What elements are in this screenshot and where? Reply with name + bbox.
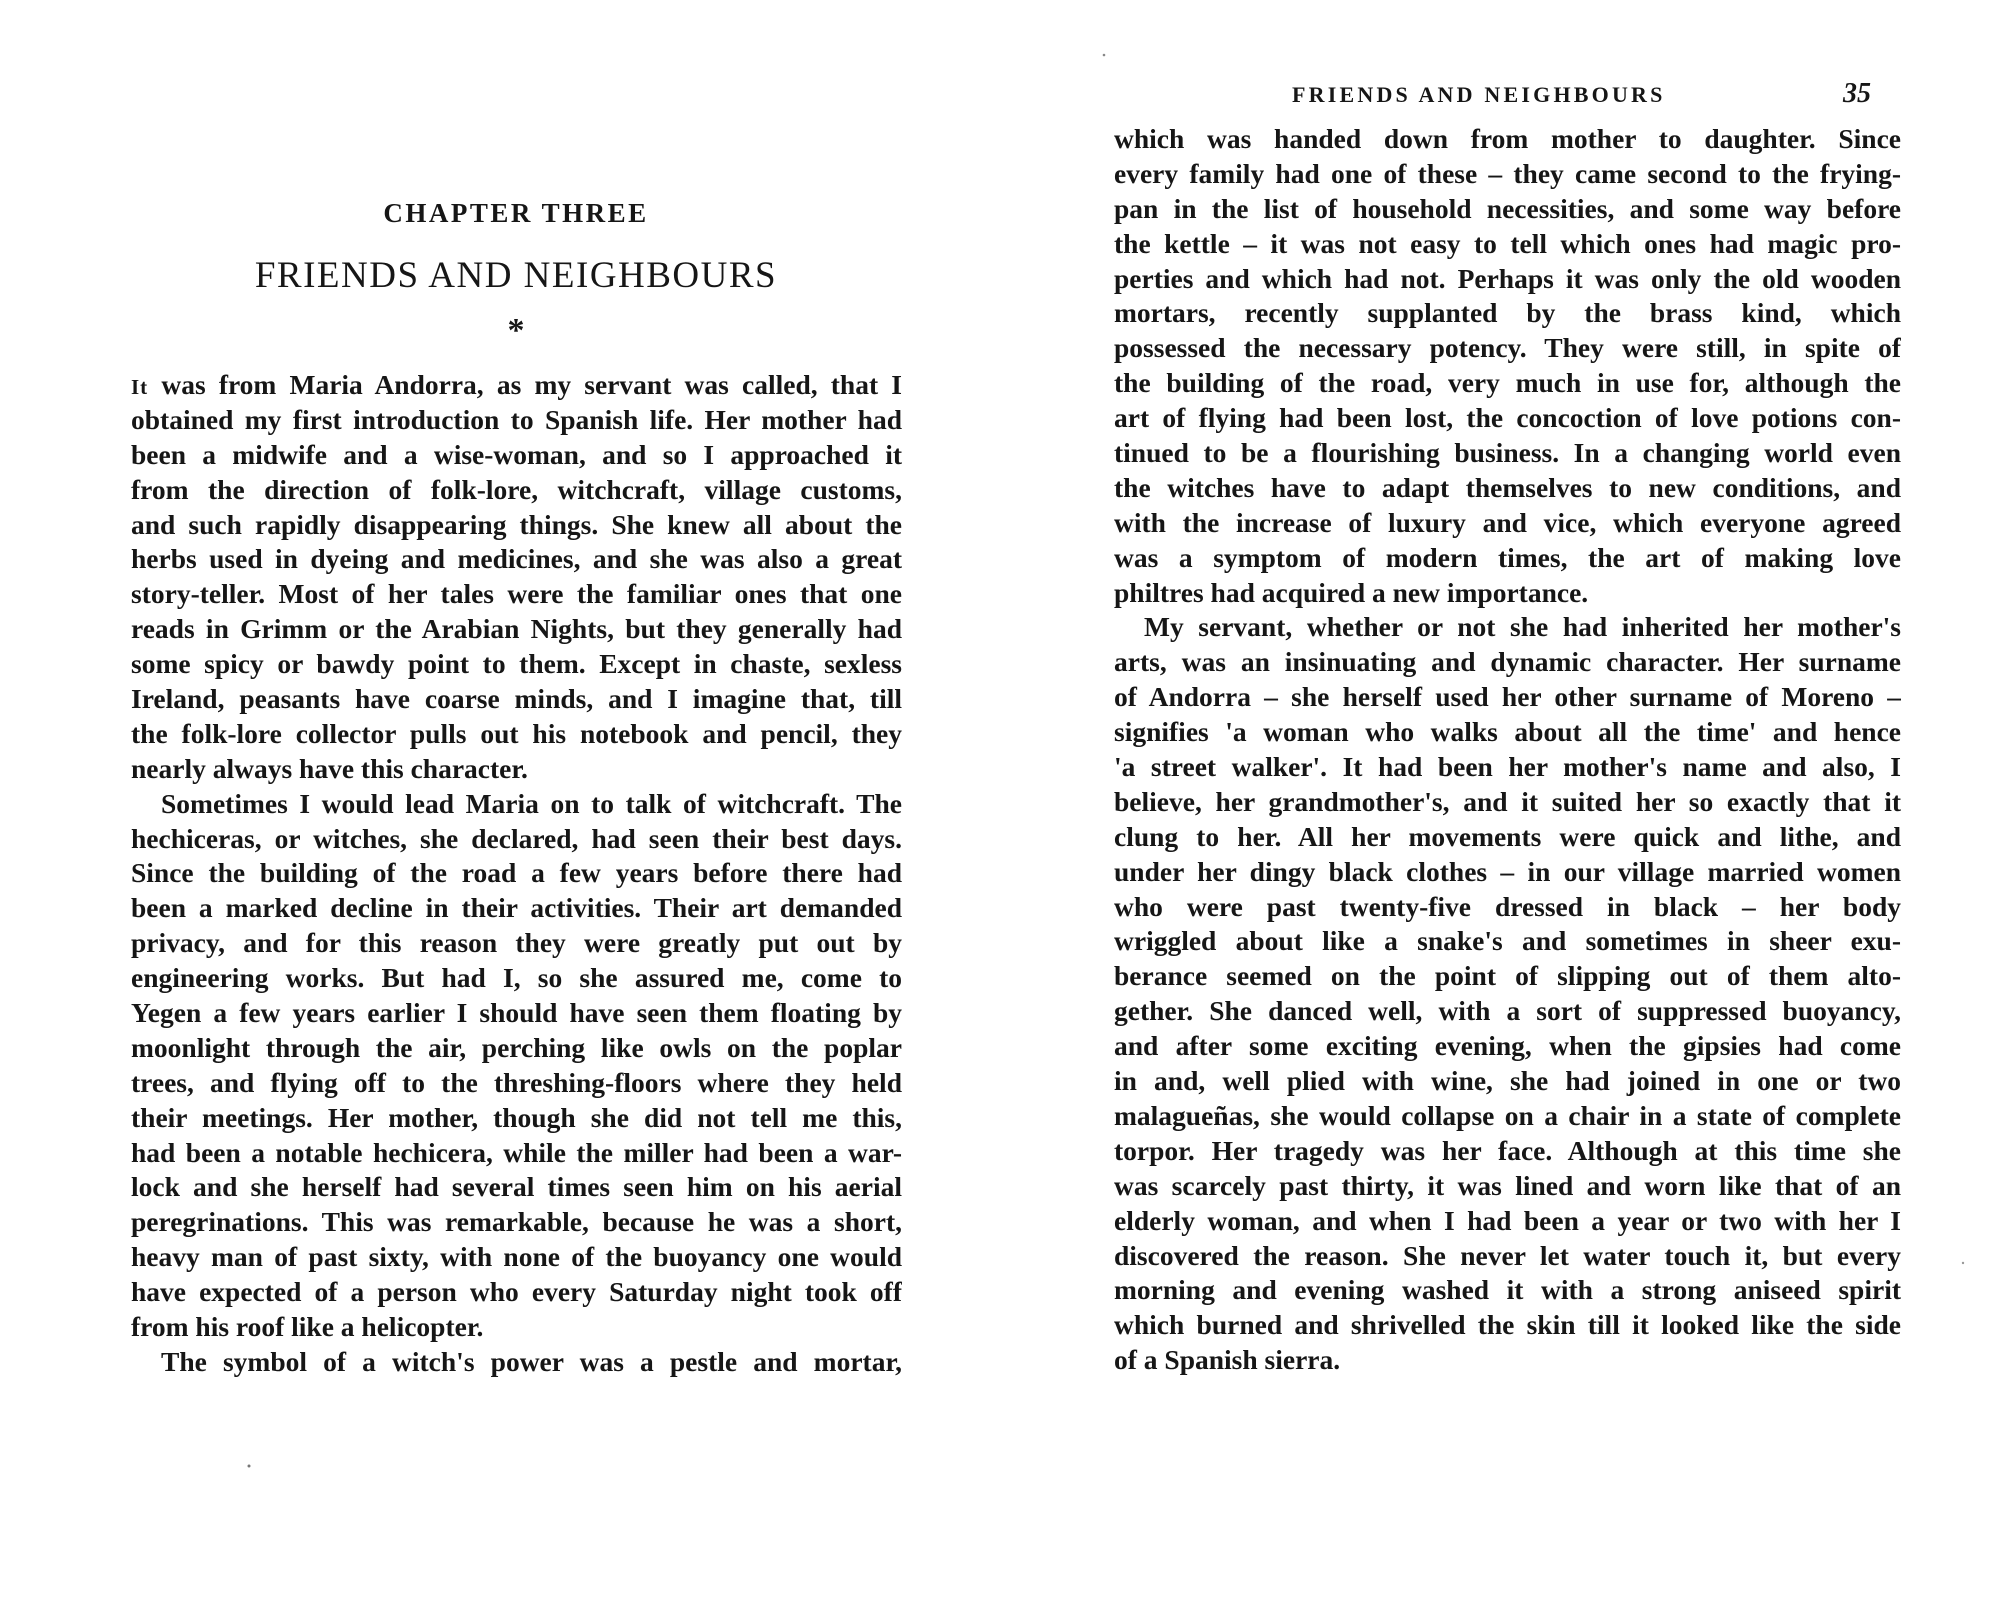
text-line: 'a street walker'. It had been her mother's name and also, I — [1114, 751, 1901, 783]
text-line: every family had one of these – they came second to the frying- — [1114, 157, 1901, 189]
text-line: herbs used in dyeing and medicines, and she was also a great — [131, 543, 902, 575]
text-line: philtres had acquired a new importance. — [1114, 576, 1589, 608]
text-line: berance seemed on the point of slipping out of them alto- — [1114, 960, 1901, 992]
dropcap: It — [131, 375, 149, 399]
text-line: some spicy or bawdy point to them. Except in chaste, sexless — [131, 648, 902, 680]
text-line: was a symptom of modern times, the art of making love — [1114, 541, 1901, 573]
text-line: hechiceras, or witches, she declared, had seen their best days. — [131, 822, 902, 854]
speck — [1103, 54, 1106, 57]
text-line: mortars, recently supplanted by the brass kind, which — [1114, 297, 1901, 329]
text-line: the folk-lore collector pulls out his notebook and pencil, they — [131, 717, 902, 749]
text-line: which was handed down from mother to daughter. Since — [1114, 123, 1901, 154]
text-line: been a marked decline in their activities. Their art demanded — [131, 892, 902, 924]
running-head: FRIENDS AND NEIGHBOURS — [1292, 82, 1666, 107]
text-line: possessed the necessary potency. They were still, in spite of — [1114, 332, 1901, 364]
text-line: have expected of a person who every Saturday night took off — [131, 1276, 902, 1308]
text-line: discovered the reason. She never let water touch it, but every — [1114, 1239, 1901, 1271]
text-line: The symbol of a witch's power was a pestle and mortar, — [161, 1345, 902, 1377]
text-line: It was from Maria Andorra, as my servant was called, that I — [131, 369, 902, 400]
text-line: wriggled about like a snake's and sometimes in sheer exu- — [1114, 925, 1901, 957]
text-line: was scarcely past thirty, it was lined and worn like that of an — [1114, 1169, 1901, 1201]
text-line: elderly woman, and when I had been a year or two with her I — [1114, 1204, 1901, 1236]
text-line: from the direction of folk-lore, witchcraft, village customs, — [131, 473, 902, 505]
text-line: the building of the road, very much in use for, although the — [1114, 367, 1901, 399]
text-line: Since the building of the road a few years before there had — [131, 857, 902, 889]
text-line: torpor. Her tragedy was her face. Although at this time she — [1114, 1134, 1901, 1166]
text-line: peregrinations. This was remarkable, because he was a short, — [131, 1206, 902, 1238]
text-line: with the increase of luxury and vice, which everyone agreed — [1114, 506, 1901, 538]
text-line: gether. She danced well, with a sort of suppressed buoyancy, — [1114, 995, 1901, 1027]
speck — [1962, 1262, 1964, 1264]
text-line: who were past twenty-five dressed in black – her body — [1114, 890, 1901, 922]
text-line: My servant, whether or not she had inherited her mother's — [1144, 611, 1901, 643]
text-line: Yegen a few years earlier I should have seen them floating by — [131, 997, 902, 1029]
text-line: believe, her grandmother's, and it suited her so exactly that it — [1114, 785, 1901, 817]
text-line: the kettle – it was not easy to tell which ones had magic pro- — [1114, 227, 1901, 259]
text-line: the witches have to adapt themselves to new conditions, and — [1114, 471, 1901, 503]
asterisk-ornament: * — [507, 312, 525, 349]
text-line: reads in Grimm or the Arabian Nights, but they generally had — [131, 613, 902, 645]
text-line: signifies 'a woman who walks about all the time' and hence — [1114, 716, 1901, 748]
text-line: privacy, and for this reason they were greatly put out by — [131, 927, 902, 959]
text-line: been a midwife and a wise-woman, and so I approached it — [131, 438, 902, 470]
text-line: and after some exciting evening, when the gipsies had come — [1114, 1030, 1901, 1062]
text-line: their meetings. Her mother, though she did not tell me this, — [131, 1101, 902, 1133]
text-line: trees, and flying off to the threshing-floors where they held — [131, 1066, 902, 1098]
text-line: morning and evening washed it with a strong aniseed spirit — [1114, 1274, 1901, 1306]
text-line: Ireland, peasants have coarse minds, and I imagine that, till — [131, 683, 902, 715]
text-line: pan in the list of household necessities, and some way before — [1114, 192, 1901, 224]
text-line: art of flying had been lost, the concoction of love potions con- — [1114, 402, 1901, 434]
text-line: from his roof like a helicopter. — [131, 1311, 484, 1343]
text-line: which burned and shrivelled the skin till it looked like the side — [1114, 1309, 1901, 1341]
text-line: had been a notable hechicera, while the miller had been a war- — [131, 1136, 902, 1168]
text-line: of a Spanish sierra. — [1114, 1344, 1341, 1376]
page-number: 35 — [1843, 78, 1871, 109]
text-line: engineering works. But had I, so she assured me, come to — [131, 962, 902, 994]
speck — [248, 1465, 251, 1468]
text-line: Sometimes I would lead Maria on to talk of witchcraft. The — [161, 787, 902, 819]
text-line: clung to her. All her movements were quick and lithe, and — [1114, 820, 1901, 852]
text-line: moonlight through the air, perching like owls on the poplar — [131, 1031, 902, 1063]
text-line: of Andorra – she herself used her other surname of Moreno – — [1114, 681, 1901, 713]
text-line: in and, well plied with wine, she had joined in one or two — [1114, 1065, 1901, 1097]
text-line: perties and which had not. Perhaps it was only the old wooden — [1114, 262, 1901, 294]
text-line: nearly always have this character. — [131, 752, 528, 784]
text-line: malagueñas, she would collapse on a chair in a state of complete — [1114, 1099, 1901, 1131]
text-line: obtained my first introduction to Spanish life. Her mother had — [131, 403, 902, 435]
text-line: story-teller. Most of her tales were the familiar ones that one — [131, 578, 902, 610]
text-line: under her dingy black clothes – in our village married women — [1114, 855, 1901, 887]
chapter-label: CHAPTER THREE — [383, 198, 649, 228]
text-line: tinued to be a flourishing business. In a changing world even — [1114, 437, 1901, 469]
text-line: heavy man of past sixty, with none of the buoyancy one would — [131, 1241, 902, 1273]
text-line: arts, was an insinuating and dynamic character. Her surname — [1114, 646, 1901, 678]
text-line: lock and she herself had several times seen him on his aerial — [131, 1171, 902, 1203]
chapter-title: FRIENDS AND NEIGHBOURS — [254, 255, 778, 296]
text-line: and such rapidly disappearing things. She knew all about the — [131, 508, 902, 540]
